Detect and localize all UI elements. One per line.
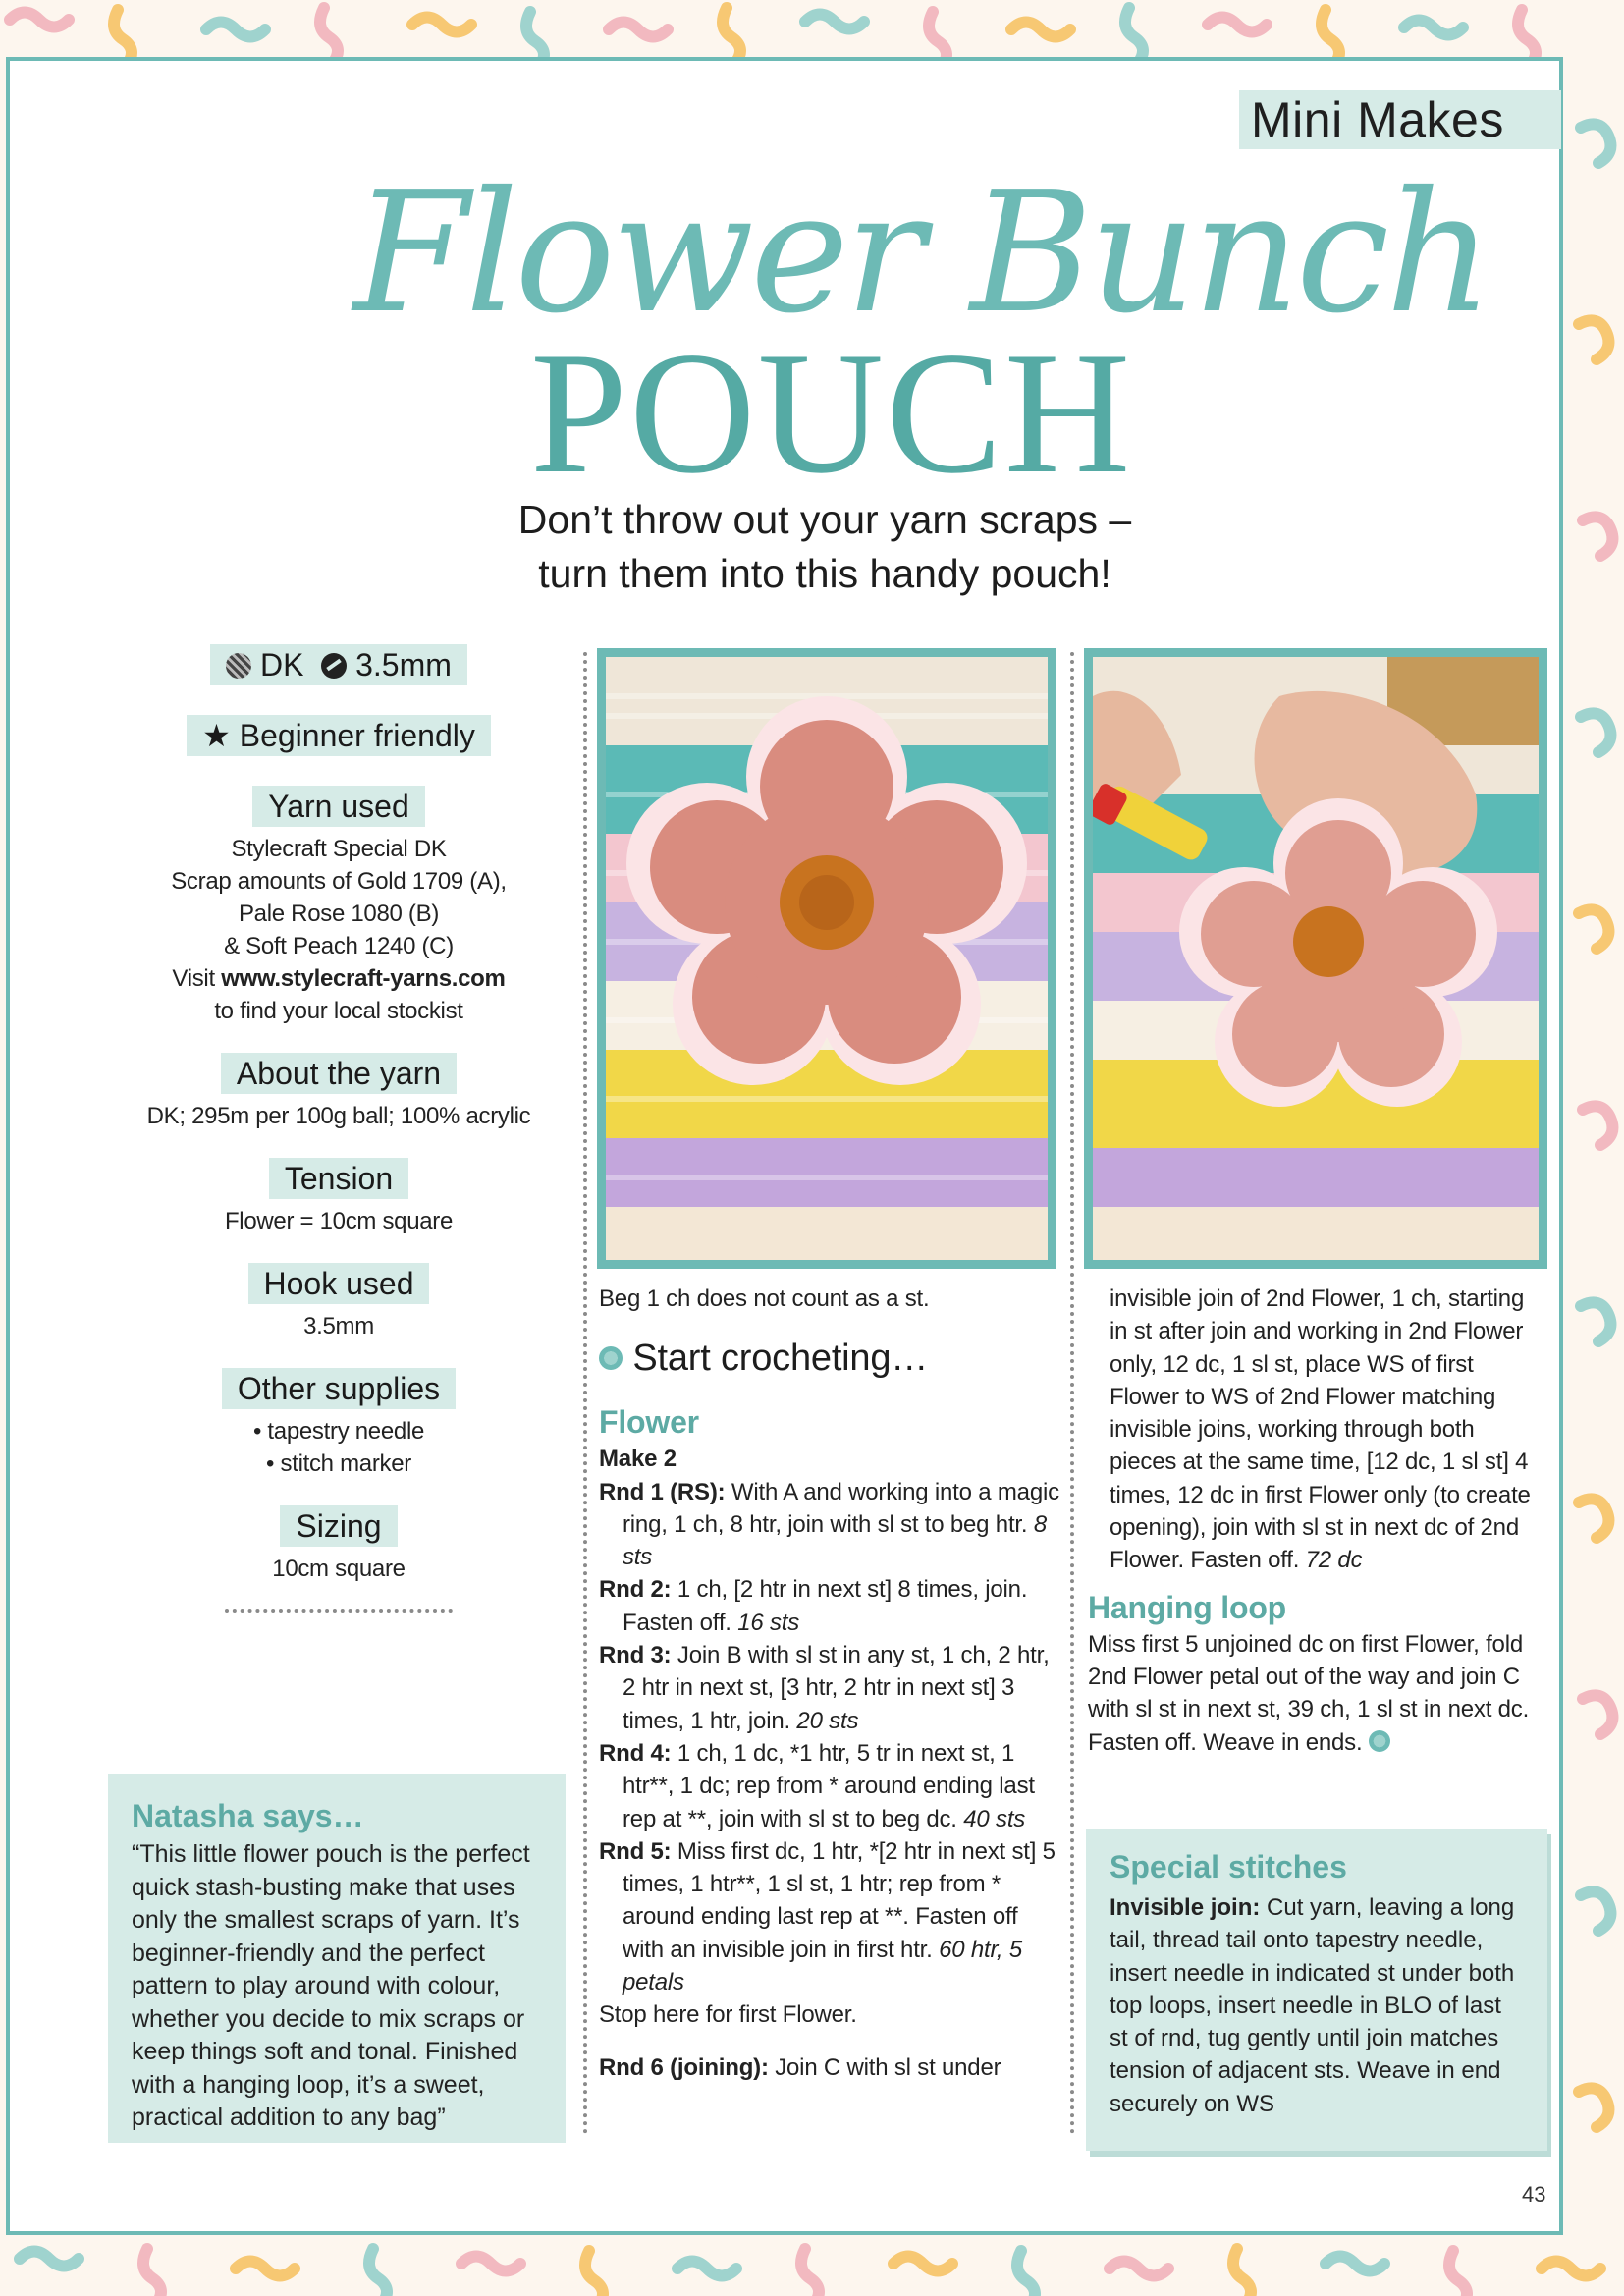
round-text: 1 ch, 1 dc, *1 htr, 5 tr in next st, 1 htr**, 1 dc; rep from * around ending last rep at **, join with sl st to beg dc. [623, 1739, 1035, 1832]
round-6-start [599, 2051, 1060, 2084]
round-count: 20 sts [796, 1707, 859, 1734]
round-label: Rnd 5: [599, 1837, 672, 1865]
round-label: Rnd 3: [599, 1642, 672, 1669]
flower-pouch-illustration [606, 657, 1048, 1260]
round-3 [599, 1639, 1060, 1737]
round-count: 8 sts [623, 1510, 1047, 1571]
round-count: 40 sts [963, 1805, 1026, 1832]
about-yarn-text: DK; 295m per 100g ball; 100% acrylic [146, 1103, 531, 1129]
hanging-loop-heading: Hanging loop [1088, 1589, 1287, 1625]
sizing-heading: Sizing [280, 1505, 397, 1547]
round-label: Rnd 6 (joining): [599, 2053, 769, 2081]
hanging-loop-text [1088, 1628, 1545, 1759]
skill-label [187, 715, 491, 756]
round-5 [599, 1835, 1060, 1998]
special-stitches-text [1110, 1891, 1522, 2120]
section-tab-label: Mini Makes [1251, 92, 1504, 147]
hands-flower-photo [1084, 648, 1547, 1269]
yarn-line: Scrap amounts of Gold 1709 (A), [171, 868, 507, 895]
special-stitches-heading: Special stitches [1110, 1849, 1347, 1885]
tension-heading: Tension [269, 1158, 408, 1199]
stop-note: Stop here for first Flower. [599, 2001, 857, 2029]
special-term: Invisible join: [1110, 1894, 1261, 1921]
standfirst-line-2: turn them into this handy pouch! [538, 551, 1111, 596]
skill-value: Beginner friendly [239, 718, 475, 753]
round-6-continued [1088, 1283, 1545, 1577]
yarn-ball-icon [226, 653, 251, 679]
natasha-says-box [108, 1774, 566, 2143]
hanging-loop-body: Miss first 5 unjoined dc on first Flower, fold 2nd Flower petal out of the way and join C with sl st in next st, 39 ch, 1 sl st in next dc. Fasten off. Weave in ends. [1088, 1630, 1530, 1756]
flower-heading: Flower [599, 1404, 699, 1441]
weight-hook-label [210, 644, 467, 685]
visit-prefix: Visit [172, 965, 222, 992]
yarn-used-heading: Yarn used [252, 786, 425, 827]
round-label: Rnd 2: [599, 1576, 672, 1604]
round-text: Join B with sl st in any st, 1 ch, 2 htr, 2 htr in next st, [3 htr, 2 htr in next st] 3 times, 1 htr, join. [623, 1642, 1050, 1734]
hook-used-text: 3.5mm [303, 1313, 374, 1339]
pattern-column-2 [1088, 1283, 1545, 1759]
other-supplies-list [137, 1415, 540, 1480]
round-text: With A and working into a magic ring, 1 ch, 8 htr, join with sl st to beg htr. [623, 1478, 1059, 1538]
start-crocheting-heading [599, 1335, 1060, 1382]
info-sidebar [137, 644, 540, 1613]
make-count [599, 1443, 1060, 1475]
round-2 [599, 1573, 1060, 1639]
start-crocheting-text: Start crocheting… [632, 1338, 929, 1380]
pattern-column-1 [599, 1283, 1060, 2084]
natasha-heading: Natasha says… [132, 1798, 364, 1833]
section-tab [1239, 90, 1561, 149]
round-count: 60 htr, 5 petals [623, 1936, 1023, 1996]
round-label: Rnd 4: [599, 1739, 672, 1767]
pattern-note: Beg 1 ch does not count as a st. [599, 1285, 930, 1312]
supply-item: • tapestry needle [252, 1418, 425, 1445]
standfirst [432, 493, 1218, 601]
round-label: Rnd 1 (RS): [599, 1478, 726, 1505]
column-divider [1070, 652, 1074, 2135]
round-4 [599, 1737, 1060, 1835]
about-yarn-heading: About the yarn [221, 1053, 457, 1094]
tension-text: Flower = 10cm square [224, 1208, 454, 1234]
column-divider [583, 652, 587, 2135]
other-supplies-heading: Other supplies [222, 1368, 456, 1409]
visit-suffix: to find your local stockist [214, 998, 463, 1024]
yarn-line: & Soft Peach 1240 (C) [224, 933, 454, 959]
yarn-ball-end-icon [1369, 1730, 1390, 1752]
hook-size-value: 3.5mm [355, 647, 452, 683]
title-line-1: Flower Bunch [353, 156, 1489, 351]
hook-icon [321, 653, 347, 679]
round-count: 16 sts [737, 1609, 800, 1636]
sizing-text: 10cm square [272, 1556, 406, 1582]
round-text: invisible join of 2nd Flower, 1 ch, starting in st after join and working in 2nd Flower only, 12 dc, 1 sl st, place WS of first Flower to WS of 2nd Flower matching invisible joins, working through both pieces at the same time, [12 dc, 1 sl st] 4 times, 12 dc in first Flower only (to create opening), join with sl st in next dc of 2nd Flower. Fasten off. [1110, 1285, 1531, 1574]
sidebar-divider [225, 1609, 453, 1613]
page-number: 43 [1522, 2182, 1546, 2207]
round-text: Join C with sl st under [768, 2053, 1001, 2081]
hands-flower-illustration [1093, 657, 1539, 1260]
round-text: 1 ch, [2 htr in next st] 8 times, join. Fasten off. [623, 1576, 1028, 1636]
round-1 [599, 1476, 1060, 1574]
hook-used-heading: Hook used [248, 1263, 430, 1304]
stylecraft-link[interactable]: www.stylecraft-yarns.com [221, 965, 506, 992]
weight-value: DK [259, 647, 304, 683]
yarn-used-text [137, 833, 540, 1027]
yarn-line: Stylecraft Special DK [231, 836, 447, 862]
special-stitches-box [1086, 1829, 1547, 2151]
supply-item: • stitch marker [266, 1450, 411, 1477]
yarn-line: Pale Rose 1080 (B) [238, 901, 440, 927]
flower-pouch-photo [597, 648, 1056, 1269]
standfirst-line-1: Don’t throw out your yarn scraps – [517, 497, 1132, 542]
round-text: Miss first dc, 1 htr, *[2 htr in next st] 5 times, 1 htr**, 1 sl st, 1 htr; rep from * around ending last rep at **. Fasten off with an invisible join in first htr. [623, 1837, 1056, 1963]
round-count: 72 dc [1305, 1547, 1363, 1574]
natasha-quote: “This little flower pouch is the perfect quick stash-busting make that uses only the smallest scraps of yarn. It’s beginner-friendly and the perfect pattern to play around with colour, whether you decide to mix scraps or keep things soft and tonal. Finished with a hanging loop, it’s a sweet, practical addition to any bag” [132, 1840, 530, 2131]
star-icon: ★ [202, 718, 231, 753]
make-count-text: Make 2 [599, 1446, 677, 1473]
special-definition: Cut yarn, leaving a long tail, thread tail onto tapestry needle, insert needle in indicated st under both top loops, insert needle in BLO of last st of rnd, tug gently until join matches tension of adjacent sts. Weave in end securely on WS [1110, 1894, 1515, 2117]
yarn-ball-icon [599, 1346, 623, 1370]
title-line-2: POUCH [530, 315, 1133, 510]
